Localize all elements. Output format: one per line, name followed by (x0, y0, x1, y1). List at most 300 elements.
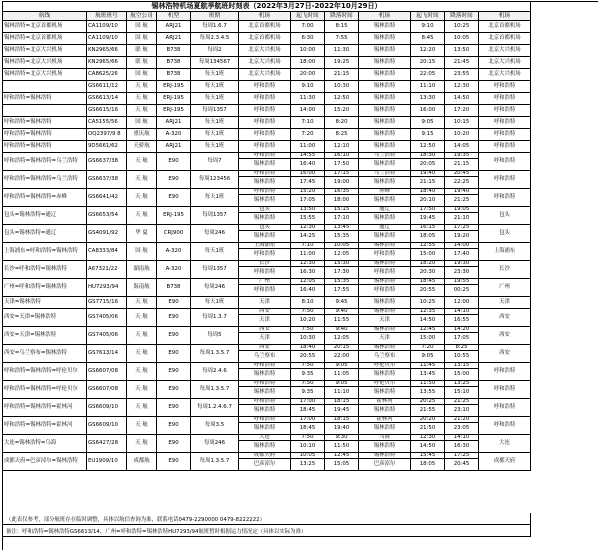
header-airport-ret-leg: 机场 (359, 12, 411, 21)
aircraft-cell: ARJ21 (157, 141, 191, 153)
return-dep-time-cell: 21:55 (411, 405, 445, 417)
flight-number-cell: CA5155/56 (87, 117, 127, 129)
outbound-dep-time-cell: 8:10 (291, 297, 325, 309)
schedule-cell: 每天1班 (191, 297, 239, 309)
flight-number-cell: GS6641/42 (87, 189, 127, 207)
flight-number-cell: GS6611/12 (87, 81, 127, 93)
return-arr-time-cell: 14:20 (445, 327, 479, 333)
aircraft-cell: ERJ-195 (157, 105, 191, 117)
return-dest-airport-cell: 呼和浩特 (479, 81, 531, 93)
outbound-arr-time-cell: 11:05 (325, 369, 359, 381)
outbound-airport-cell: 呼和浩特 (239, 105, 291, 117)
outbound-arr-time-cell: 15:15 (325, 207, 359, 213)
return-dest-airport-cell: 天津 (479, 297, 531, 309)
return-airport-cell: 呼和浩特 (359, 267, 411, 279)
footer-remark: 备注：呼和浩特=锡林浩特GS6613/14、广州=呼和浩特=锡林浩特HU7293/94航班暂时根据运力情况定（具体以实际为准） (3, 525, 531, 537)
return-airport-cell: 锡林浩特 (359, 279, 411, 285)
outbound-airport-cell: 呼和浩特 (239, 417, 291, 423)
return-dest-airport-cell: 西安 (479, 309, 531, 327)
return-arr-time-cell: 22:25 (445, 177, 479, 189)
outbound-airport-cell: 锡林浩特 (239, 159, 291, 171)
outbound-airport-cell: 呼和浩特 (239, 141, 291, 153)
return-arr-time-cell: 17:20 (445, 105, 479, 117)
return-airport-cell: 锡林浩特 (359, 33, 411, 45)
flight-number-cell: GS6609/10 (87, 399, 127, 417)
flight-number-cell: GS7405/06 (87, 309, 127, 327)
outbound-arr-time-cell: 16:35 (325, 189, 359, 195)
outbound-arr-time-cell: 12:45 (325, 453, 359, 459)
return-arr-time-cell: 17:40 (445, 249, 479, 261)
outbound-dep-time-cell: 14:00 (291, 105, 325, 117)
flight-number-cell: 9D5661/62 (87, 141, 127, 153)
return-airport-cell: 霍林河 (359, 417, 411, 423)
outbound-airport-cell: 西安 (239, 327, 291, 333)
return-arr-time-cell: 19:35 (445, 153, 479, 159)
outbound-airport-cell: 天津 (239, 297, 291, 309)
outbound-arr-time-cell: 19:40 (325, 423, 359, 435)
return-dep-time-cell: 18:45 (411, 279, 445, 285)
return-airport-cell: 锡林浩特 (359, 117, 411, 129)
outbound-arr-time-cell: 9:30 (325, 435, 359, 441)
return-dep-time-cell: 20:15 (411, 57, 445, 69)
return-airport-cell: 呼和浩特 (359, 249, 411, 261)
outbound-arr-time-cell: 15:35 (325, 279, 359, 285)
outbound-airport-cell: 包头 (239, 225, 291, 231)
airline-cell: 国 航 (127, 243, 157, 261)
outbound-arr-time-cell: 9:05 (325, 363, 359, 369)
flight-number-cell: GS6637/38 (87, 153, 127, 171)
outbound-dep-time-cell: 11:30 (291, 93, 325, 105)
return-dep-time-cell: 20:55 (411, 285, 445, 297)
flight-number-cell: GS6607/08 (87, 381, 127, 399)
return-dep-time-cell: 13:30 (411, 93, 445, 105)
outbound-airport-cell: 锡林浩特 (239, 387, 291, 399)
schedule-cell: 每天1班 (191, 69, 239, 81)
aircraft-cell: E90 (157, 297, 191, 309)
schedule-cell: 每周7 (191, 153, 239, 171)
outbound-dep-time-cell: 17:00 (291, 399, 325, 405)
return-arr-time-cell: 10:25 (445, 21, 479, 33)
outbound-dep-time-cell: 7:50 (291, 309, 325, 315)
return-dest-airport-cell: 长沙 (479, 261, 531, 279)
outbound-dep-time-cell: 12:05 (291, 279, 325, 285)
outbound-arr-time-cell: 21:15 (325, 69, 359, 81)
return-airport-cell: 锡林浩特 (359, 453, 411, 459)
aircraft-cell: B738 (157, 69, 191, 81)
return-airport-cell: 呼和浩特 (359, 285, 411, 297)
return-airport-cell: 锡林浩特 (359, 159, 411, 171)
return-airport-cell: 乌兰浩特 (359, 153, 411, 159)
return-airport-cell: 锡林浩特 (359, 387, 411, 399)
return-arr-time-cell: 14:00 (445, 243, 479, 249)
schedule-cell: 每天1班 (191, 141, 239, 153)
return-dest-airport-cell: 呼和浩特 (479, 399, 531, 417)
outbound-dep-time-cell: 18:00 (291, 57, 325, 69)
return-dest-airport-cell: 大连 (479, 435, 531, 453)
route-cell: 呼和浩特=锡林浩特 (3, 129, 87, 141)
route-cell: 包头=锡林浩特=通辽 (3, 225, 87, 243)
return-dep-time-cell: 12:55 (411, 243, 445, 249)
return-dest-airport-cell: 呼和浩特 (479, 171, 531, 189)
outbound-airport-cell: 巴彦淖尔 (239, 459, 291, 471)
return-arr-time-cell: 21:25 (445, 399, 479, 405)
outbound-dep-time-cell: 12:30 (291, 261, 325, 267)
header-dep-ret: 起飞时间 (411, 12, 445, 21)
airline-cell: 天 航 (127, 153, 157, 171)
schedule-cell: 每周134567 (191, 57, 239, 69)
return-airport-cell: 锡林浩特 (359, 243, 411, 249)
schedule-cell: 每周1.3.5.7 (191, 453, 239, 471)
return-arr-time-cell: 13:25 (445, 381, 479, 387)
return-arr-time-cell: 17:25 (445, 225, 479, 231)
return-dep-time-cell: 9:10 (411, 21, 445, 33)
outbound-airport-cell: 呼和浩特 (239, 285, 291, 297)
return-dep-time-cell: 18:30 (411, 153, 445, 159)
header-airline: 航空公司 (127, 12, 157, 21)
return-dest-airport-cell: 西安 (479, 327, 531, 345)
flight-number-cell: CA8625/26 (87, 69, 127, 81)
route-cell: 天津=锡林浩特 (3, 297, 87, 309)
outbound-airport-cell: 呼和浩特 (239, 399, 291, 405)
return-arr-time-cell: 19:55 (445, 279, 479, 285)
airline-cell: 天 航 (127, 327, 157, 345)
outbound-arr-time-cell: 19:00 (325, 177, 359, 189)
route-cell: 呼和浩特=锡林浩特=乌兰浩特 (3, 171, 87, 189)
airline-cell: 天 航 (127, 297, 157, 309)
schedule-cell: 每天1班 (191, 117, 239, 129)
return-arr-time-cell: 17:05 (445, 333, 479, 345)
outbound-dep-time-cell: 16:00 (291, 171, 325, 177)
outbound-arr-time-cell: 8:15 (325, 21, 359, 33)
flight-number-cell: GS6613/14 (87, 93, 127, 105)
return-arr-time-cell: 21:25 (445, 195, 479, 207)
return-dest-airport-cell: 包头 (479, 225, 531, 243)
route-cell: 锡林浩特=北京大兴机场 (3, 45, 87, 57)
outbound-airport-cell: 锡林浩特 (239, 213, 291, 225)
outbound-airport-cell: 西安 (239, 345, 291, 351)
outbound-airport-cell: 呼和浩特 (239, 171, 291, 177)
return-arr-time-cell: 20:45 (445, 171, 479, 177)
return-dep-time-cell: 12:30 (411, 435, 445, 441)
header-schedule: 班期 (191, 12, 239, 21)
return-airport-cell: 锡林浩特 (359, 309, 411, 315)
outbound-dep-time-cell: 10:05 (291, 453, 325, 459)
return-arr-time-cell: 19:40 (445, 189, 479, 195)
return-dep-time-cell: 18:05 (411, 231, 445, 243)
header-airport-out: 机场 (239, 12, 291, 21)
route-cell: 呼和浩特=锡林浩特=赤峰 (3, 189, 87, 207)
return-dest-airport-cell: 呼和浩特 (479, 381, 531, 399)
return-arr-time-cell: 14:50 (445, 93, 479, 105)
header-route: 航线 (3, 12, 87, 21)
outbound-airport-cell: 大连 (239, 435, 291, 441)
route-cell: 呼和浩特=锡林浩特=乌兰浩特 (3, 153, 87, 171)
return-dest-airport-cell: 呼和浩特 (479, 117, 531, 129)
aircraft-cell: B738 (157, 57, 191, 69)
return-dep-time-cell: 20:10 (411, 195, 445, 207)
outbound-airport-cell: 呼和浩特 (239, 117, 291, 129)
outbound-dep-time-cell: 11:00 (291, 249, 325, 261)
outbound-dep-time-cell: 7:20 (291, 129, 325, 141)
outbound-airport-cell: 呼和浩特 (239, 267, 291, 279)
aircraft-cell: ARJ21 (157, 21, 191, 33)
return-arr-time-cell: 23:30 (445, 267, 479, 279)
schedule-cell: 每周1.3.5.7 (191, 381, 239, 399)
outbound-dep-time-cell: 10:10 (291, 441, 325, 453)
footer-note: （此表仅参考，部分航班存在临时调整，具体以航信查询为准，联系电话0479-2290000 0479-8222222） (3, 513, 531, 525)
return-dep-time-cell: 12:35 (411, 309, 445, 315)
return-airport-cell: 锡林浩特 (359, 69, 411, 81)
return-airport-cell: 锡林浩特 (359, 231, 411, 243)
outbound-airport-cell: 锡林浩特 (239, 441, 291, 453)
return-dest-airport-cell: 北京首都机场 (479, 21, 531, 33)
outbound-arr-time-cell: 15:30 (325, 261, 359, 267)
outbound-arr-time-cell: 9:45 (325, 297, 359, 309)
return-arr-time-cell: 8:25 (445, 345, 479, 351)
outbound-arr-time-cell: 18:00 (325, 195, 359, 207)
schedule-cell: 每周5 (191, 327, 239, 345)
return-airport-cell: 锡林浩特 (359, 213, 411, 225)
airline-cell: 天 航 (127, 207, 157, 225)
outbound-airport-cell: 呼和浩特 (239, 81, 291, 93)
outbound-arr-time-cell: 17:15 (325, 171, 359, 177)
route-cell: 锡林浩特=北京大兴机场 (3, 69, 87, 81)
outbound-airport-cell: 北京首都机场 (239, 21, 291, 33)
outbound-dep-time-cell: 17:05 (291, 195, 325, 207)
outbound-airport-cell: 包头 (239, 207, 291, 213)
return-arr-time-cell: 16:30 (445, 441, 479, 453)
outbound-arr-time-cell: 9:40 (325, 309, 359, 315)
aircraft-cell: E90 (157, 399, 191, 417)
schedule-cell: 每周246 (191, 435, 239, 453)
outbound-airport-cell: 天津 (239, 333, 291, 345)
airline-cell: 华 夏 (127, 225, 157, 243)
airline-cell: 天 航 (127, 93, 157, 105)
outbound-dep-time-cell: 7:10 (291, 243, 325, 249)
return-dest-airport-cell: 呼和浩特 (479, 363, 531, 381)
return-airport-cell: 锡林浩特 (359, 297, 411, 309)
return-arr-time-cell: 23:55 (445, 69, 479, 81)
route-cell: 锡林浩特=北京首都机场 (3, 21, 87, 33)
route-cell (3, 81, 87, 93)
outbound-arr-time-cell: 13:45 (325, 225, 359, 231)
return-arr-time-cell: 17:25 (445, 453, 479, 459)
return-airport-cell: 锡林浩特 (359, 405, 411, 417)
outbound-dep-time-cell: 13:25 (291, 459, 325, 471)
outbound-arr-time-cell: 18:15 (325, 417, 359, 423)
route-cell: 大连=锡林浩特=乌海 (3, 435, 87, 453)
outbound-airport-cell: 锡林浩特 (239, 423, 291, 435)
return-dest-airport-cell: 北京大兴机场 (479, 69, 531, 81)
return-dest-airport-cell: 北京大兴机场 (479, 57, 531, 69)
outbound-airport-cell: 乌兰察布 (239, 351, 291, 363)
outbound-airport-cell: 锡林浩特 (239, 177, 291, 189)
airline-cell: 天 航 (127, 81, 157, 93)
route-cell: 西安=天津=锡林浩特 (3, 327, 87, 345)
aircraft-cell: E90 (157, 189, 191, 207)
outbound-arr-time-cell: 8:20 (325, 117, 359, 129)
return-arr-time-cell: 21:20 (445, 417, 479, 423)
aircraft-cell: E90 (157, 309, 191, 327)
airline-cell: 国 航 (127, 69, 157, 81)
outbound-airport-cell: 锡林浩特 (239, 231, 291, 243)
outbound-airport-cell: 北京大兴机场 (239, 45, 291, 57)
outbound-airport-cell: 呼和浩特 (239, 129, 291, 141)
route-cell: 西安=天津=锡林浩特 (3, 309, 87, 327)
schedule-cell: 每周246 (191, 225, 239, 243)
return-dest-airport-cell: 呼和浩特 (479, 93, 531, 105)
flight-number-cell: KN2965/66 (87, 57, 127, 69)
return-airport-cell: 赤峰 (359, 189, 411, 195)
route-cell (3, 105, 87, 117)
outbound-arr-time-cell: 10:05 (325, 243, 359, 249)
outbound-airport-cell: 锡林浩特 (239, 405, 291, 417)
outbound-airport-cell: 西安 (239, 309, 291, 315)
outbound-dep-time-cell: 16:40 (291, 159, 325, 171)
return-dep-time-cell: 9:05 (411, 117, 445, 129)
aircraft-cell: A-320 (157, 129, 191, 141)
outbound-dep-time-cell: 10:00 (291, 45, 325, 57)
return-dest-airport-cell: 西安 (479, 345, 531, 363)
outbound-airport-cell: 北京大兴机场 (239, 69, 291, 81)
flight-number-cell: CA8333/84 (87, 243, 127, 261)
return-dep-time-cell: 15:45 (411, 453, 445, 459)
route-cell: 呼和浩特=锡林浩特 (3, 117, 87, 129)
return-dep-time-cell: 20:05 (411, 159, 445, 171)
route-cell: 长沙=呼和浩特=锡林浩特 (3, 261, 87, 279)
return-arr-time-cell: 21:10 (445, 213, 479, 225)
outbound-arr-time-cell: 11:50 (325, 441, 359, 453)
outbound-dep-time-cell: 14:55 (291, 153, 325, 159)
flight-number-cell: KN2965/66 (87, 45, 127, 57)
outbound-airport-cell: 锡林浩特 (239, 369, 291, 381)
outbound-airport-cell: 呼和浩特 (239, 189, 291, 195)
return-arr-time-cell: 21:45 (445, 57, 479, 69)
header-dep-out: 起飞时间 (291, 12, 325, 21)
outbound-dep-time-cell: 6:30 (291, 33, 325, 45)
outbound-dep-time-cell: 9:35 (291, 387, 325, 399)
return-dep-time-cell: 11:45 (411, 363, 445, 369)
airline-cell: 天 航 (127, 399, 157, 417)
return-arr-time-cell: 14:05 (445, 141, 479, 153)
return-dest-airport-cell: 北京大兴机场 (479, 45, 531, 57)
return-arr-time-cell: 15:00 (445, 369, 479, 381)
outbound-airport-cell: 呼和浩特 (239, 153, 291, 159)
schedule-cell: 每周1357 (191, 105, 239, 117)
outbound-dep-time-cell: 10:20 (291, 315, 325, 327)
aircraft-cell: B738 (157, 279, 191, 297)
return-dep-time-cell: 20:20 (411, 417, 445, 423)
schedule-cell: 每天1班 (191, 81, 239, 93)
return-airport-cell: 锡林浩特 (359, 441, 411, 453)
airline-cell: 联 航 (127, 45, 157, 57)
return-dest-airport-cell: 成都天府 (479, 453, 531, 471)
route-cell: 呼和浩特=锡林浩特 (3, 141, 87, 153)
return-arr-time-cell: 00:25 (445, 285, 479, 297)
flight-number-cell: GS4091/92 (87, 225, 127, 243)
header-arr-out: 降落时间 (325, 12, 359, 21)
outbound-airport-cell: 天津 (239, 315, 291, 327)
outbound-arr-time-cell: 9:40 (325, 327, 359, 333)
airline-cell: 湖南航 (127, 261, 157, 279)
route-cell: 锡林浩特=北京首都机场 (3, 33, 87, 45)
aircraft-cell: B738 (157, 45, 191, 57)
flight-number-cell: EU1909/10 (87, 453, 127, 471)
flight-number-cell: A67321/22 (87, 261, 127, 279)
return-airport-cell: 呼伦贝尔 (359, 381, 411, 387)
outbound-arr-time-cell: 8:25 (325, 129, 359, 141)
outbound-dep-time-cell: 9:35 (291, 369, 325, 381)
return-airport-cell: 锡林浩特 (359, 423, 411, 435)
aircraft-cell: ERJ-195 (157, 207, 191, 225)
return-arr-time-cell: 10:20 (445, 129, 479, 141)
outbound-dep-time-cell: 12:30 (291, 225, 325, 231)
outbound-airport-cell: 呼和浩特 (239, 249, 291, 261)
return-dest-airport-cell: 呼和浩特 (479, 129, 531, 141)
outbound-arr-time-cell: 15:05 (325, 459, 359, 471)
return-airport-cell: 锡林浩特 (359, 195, 411, 207)
return-dep-time-cell: 10:25 (411, 297, 445, 309)
flight-number-cell: GS6637/38 (87, 171, 127, 189)
header-aircraft: 机型 (157, 12, 191, 21)
outbound-dep-time-cell: 7:50 (291, 363, 325, 369)
outbound-airport-cell: 呼和浩特 (239, 381, 291, 387)
outbound-airport-cell: 呼和浩特 (239, 93, 291, 105)
return-dest-airport-cell: 呼和浩特 (479, 141, 531, 153)
flight-number-cell: GS6427/28 (87, 435, 127, 453)
return-dep-time-cell: 20:25 (411, 399, 445, 405)
return-dep-time-cell: 15:00 (411, 333, 445, 345)
outbound-dep-time-cell: 7:50 (291, 327, 325, 333)
return-arr-time-cell: 10:55 (445, 351, 479, 363)
outbound-arr-time-cell: 15:20 (325, 105, 359, 117)
return-arr-time-cell: 12:00 (445, 297, 479, 309)
return-dep-time-cell: 19:45 (411, 213, 445, 225)
return-dep-time-cell: 13:45 (411, 369, 445, 381)
return-dep-time-cell: 16:15 (411, 225, 445, 231)
return-dep-time-cell: 13:55 (411, 387, 445, 399)
outbound-arr-time-cell: 17:10 (325, 213, 359, 225)
return-dest-airport-cell: 包头 (479, 207, 531, 225)
outbound-arr-time-cell: 18:15 (325, 399, 359, 405)
return-airport-cell: 通辽 (359, 207, 411, 213)
aircraft-cell: E90 (157, 171, 191, 189)
return-arr-time-cell: 14:10 (445, 309, 479, 315)
airline-cell: 联 航 (127, 57, 157, 69)
return-dep-time-cell: 8:45 (411, 33, 445, 45)
return-airport-cell: 锡林浩特 (359, 141, 411, 153)
schedule-cell: 每天1班 (191, 189, 239, 207)
airline-cell: 天 航 (127, 189, 157, 207)
return-dep-time-cell: 22:05 (411, 69, 445, 81)
airline-cell: 天骄航 (127, 141, 157, 153)
airline-cell: 国 航 (127, 33, 157, 45)
airline-cell: 天 航 (127, 171, 157, 189)
route-cell: 西安=乌兰察布=锡林浩特 (3, 345, 87, 363)
outbound-arr-time-cell: 11:55 (325, 315, 359, 327)
return-airport-cell: 锡林浩特 (359, 57, 411, 69)
return-airport-cell: 锡林浩特 (359, 369, 411, 381)
outbound-dep-time-cell: 14:25 (291, 231, 325, 243)
route-cell: 呼和浩特=锡林浩特 (3, 93, 87, 105)
flight-number-cell: GS6607/08 (87, 363, 127, 381)
schedule-cell: 每周3.5 (191, 417, 239, 435)
outbound-arr-time-cell: 12:50 (325, 93, 359, 105)
return-airport-cell: 天津 (359, 315, 411, 327)
airline-cell: 重庆航 (127, 129, 157, 141)
return-airport-cell: 锡林浩特 (359, 93, 411, 105)
return-dep-time-cell: 21:50 (411, 423, 445, 435)
